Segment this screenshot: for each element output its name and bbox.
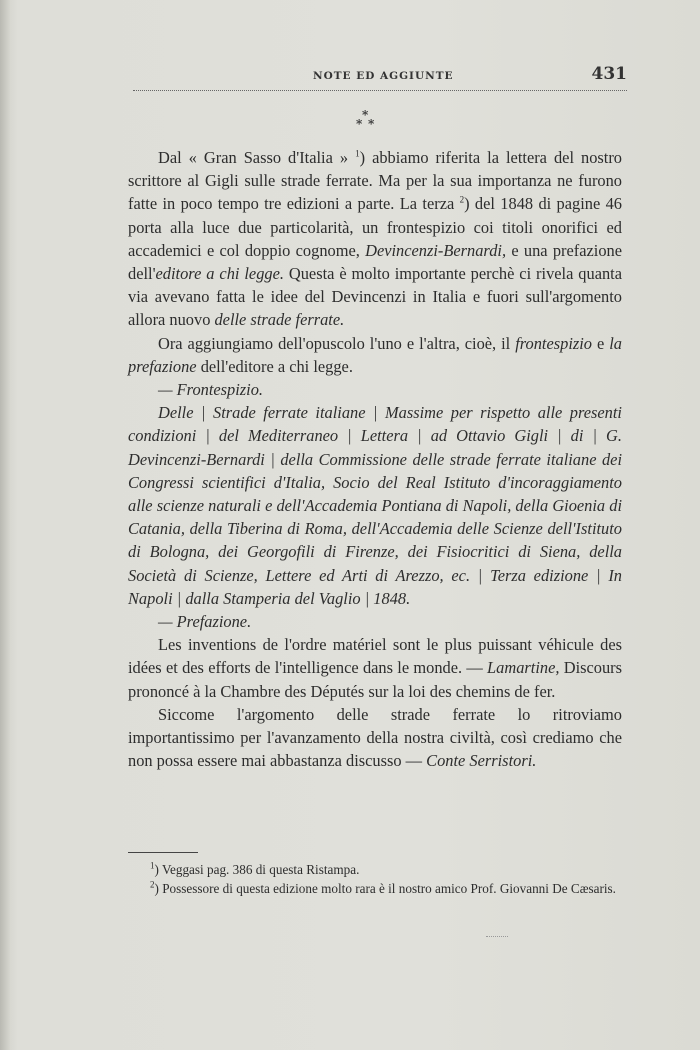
text-run: Ora aggiungiamo dell'opuscolo l'uno e l'altra, cioè, il <box>158 333 516 353</box>
footnote-rule <box>128 852 198 853</box>
italic-run: la prefazione <box>128 333 622 376</box>
italic-run: delle strade ferrate. <box>214 310 345 330</box>
text-run: ) del 1848 di pagine 46 porta alla luce due particolarità, un frontespizio coi titoli onorifici ed accademici e col doppio cognome, <box>128 194 622 260</box>
footnote-ref-2[interactable]: 2 <box>459 194 465 205</box>
footnote-mark-1: 1 <box>150 860 155 871</box>
text-run: Questa è molto importante perchè ci rivela quanta via avevano fatta le idee del Devincenzi in Italia e fuori sull'argomento allora nuovo <box>128 264 622 330</box>
running-title: NOTE ED AGGIUNTE <box>313 70 454 82</box>
text-run: Les inventions de l'ordre matériel sont le plus puissant véhicule des idées et des efforts de l'intelligence dans le monde. — <box>128 635 622 678</box>
header-rule <box>133 90 627 91</box>
heading-frontespizio: — Frontespizio. <box>158 380 264 400</box>
footnote-text: ) Possessore di questa edizione molto rara è il nostro amico Prof. Giovanni De Cæsaris. <box>154 881 616 896</box>
text-run: ) abbiamo riferita la lettera del nostro scrittore al Gigli sulle strade ferrate. Ma per la sua importanza ne furono fatte in poco tempo tre edizioni a parte. La terza <box>128 148 622 214</box>
text-run: e <box>592 333 610 353</box>
heading-prefazione: — Prefazione. <box>158 612 252 632</box>
page-binding-edge <box>0 0 10 1050</box>
footnote-text: ) Veggasi pag. 386 di questa Ristampa. <box>154 862 360 877</box>
paragraph-aggiungiamo <box>128 332 622 378</box>
italic-run: Conte Serristori. <box>426 751 537 771</box>
text-run: e una prefazione dell' <box>128 240 622 284</box>
running-header <box>133 64 627 90</box>
paragraph-serristori-quote <box>128 703 622 773</box>
footnote-2 <box>128 879 622 898</box>
page-number: 431 <box>591 64 627 84</box>
italic-run: frontespizio <box>515 333 593 353</box>
footnote-mark-2: 2 <box>150 879 155 890</box>
body-text <box>128 146 622 772</box>
italic-run: editore a chi legge. <box>155 264 284 284</box>
italic-run: Devincenzi-Bernardi, <box>365 240 507 260</box>
frontispiece-text: Delle | Strade ferrate italiane | Massime per rispetto alle presenti condizioni | del Mediterraneo | Lettera | ad Ottavio Gigli | di | G. Devincenzi-Bernardi | della Commissione delle strade ferrate italiane dei Congressi scientifici d'Italia, Socio del Real Istituto d'incoraggiamento alle scienze naturali e dell'Accademia Pontiana di Napoli, della Gioenia di Catania, della Tiberina di Roma, dell'Accademia delle Scienze dell'Istituto di Bologna, dei Georgofili di Firenze, dei Fisiocritici di Siena, della Società di Scienze, Lettere ed Arti di Arezzo, ec. | Terza edizione | In Napoli | dalla Stamperia del Vaglio | 1848. <box>128 403 622 608</box>
footnote-ref-1[interactable]: 1 <box>355 148 360 159</box>
text-run: Siccome l'argomento delle strade ferrate lo ritroviamo importantissimo per l'avanzamento della nostra civiltà, così crediamo che non possa essere mai abbastanza discusso — <box>128 704 622 771</box>
paragraph-lamartine-quote <box>128 633 622 703</box>
asterism-ornament: * * * <box>356 108 375 131</box>
text-run: Dal « Gran Sasso d'Italia » <box>158 148 356 167</box>
text-run: Discours prononcé à la Chambre des Députés sur la loi des chemins de fer. <box>128 658 623 701</box>
paragraph-gran-sasso <box>128 146 622 332</box>
footnotes <box>128 860 622 898</box>
text-run: dell'editore a chi legge. <box>196 356 353 376</box>
paper-smudge <box>486 936 508 943</box>
italic-run: Lamartine, <box>487 658 560 678</box>
footnote-1 <box>128 860 622 879</box>
